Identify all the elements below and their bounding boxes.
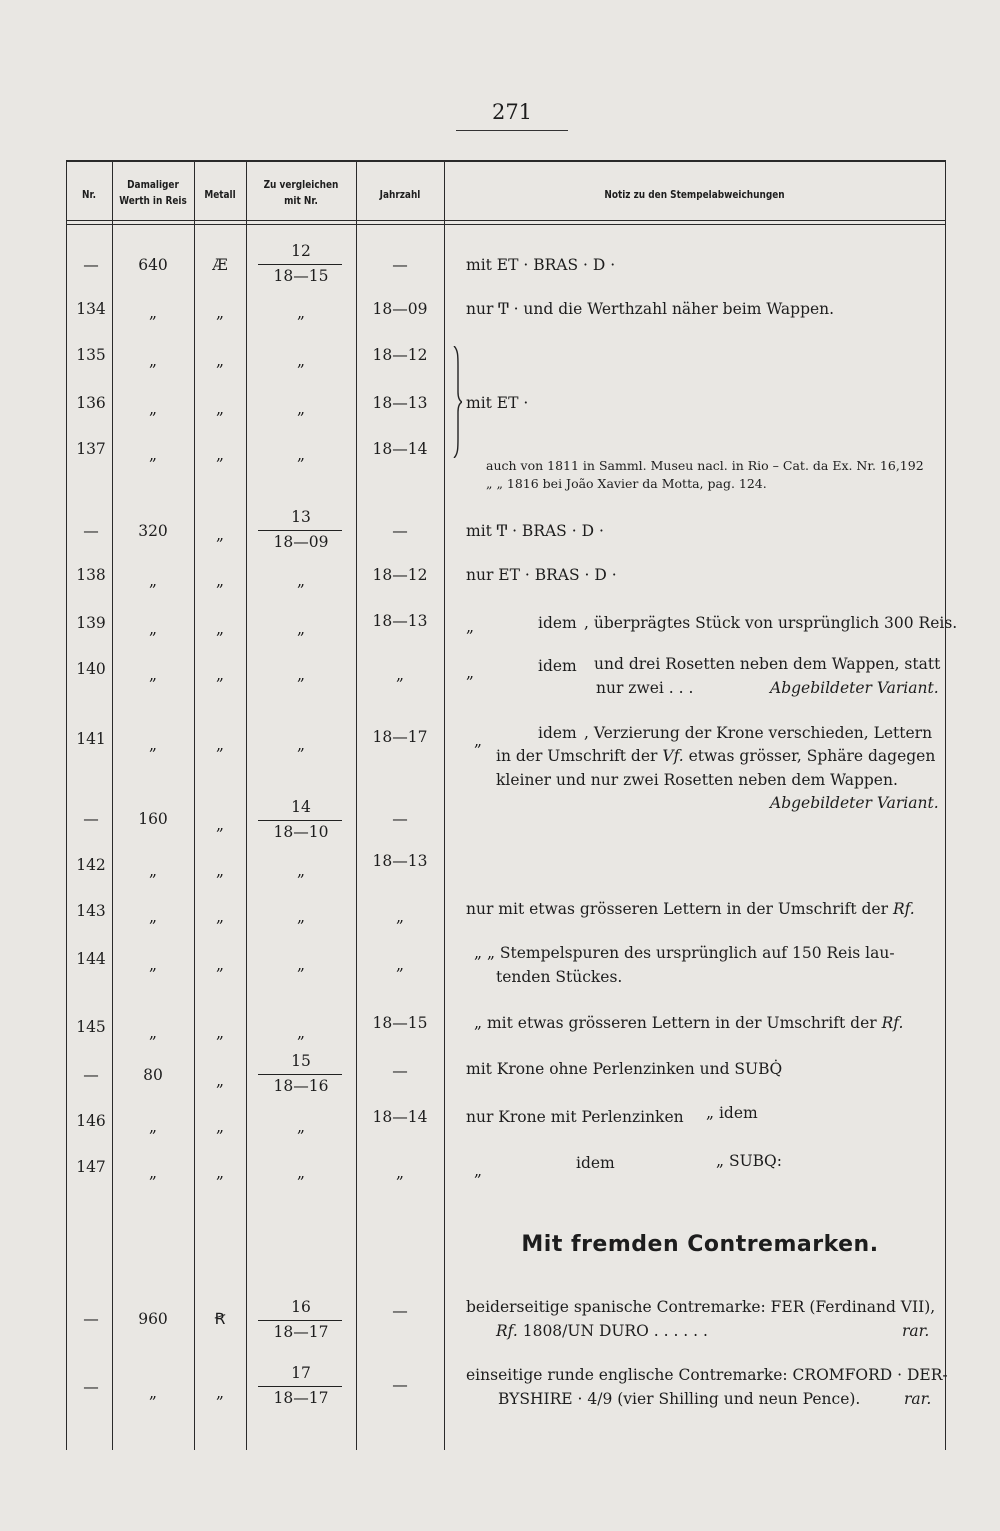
cell-jahr: 18—09 <box>372 300 428 318</box>
cell-metall: „ <box>215 400 225 418</box>
cell-jahr: 18—13 <box>372 852 428 870</box>
cell-notiz-line1: , Verzierung der Krone verschieden, Lettern <box>584 724 933 742</box>
cell-notiz-line2: BYSHIRE · 4/9 (vier Shilling und neun Pence). <box>498 1390 861 1408</box>
cell-metall: „ <box>215 736 225 754</box>
cell-jahr: — <box>392 522 408 540</box>
fraction-rule <box>258 820 342 821</box>
cell-werth: „ <box>148 956 158 974</box>
header-vergl-line1: Zu vergleichen <box>263 179 339 191</box>
cell-werth: „ <box>148 862 158 880</box>
cell-nr: 147 <box>76 1158 106 1176</box>
header-werth-line1: Damaliger <box>127 179 179 191</box>
cell-notiz-line1: auch von 1811 in Samml. Museu nacl. in Rio – Cat. da Ex. Nr. 16,192 <box>486 458 924 473</box>
cell-ditto: „ <box>474 1162 483 1180</box>
cell-cmp: „ <box>296 736 306 754</box>
cell-jahr: 18—13 <box>372 612 428 630</box>
cell-nr: 137 <box>76 440 106 458</box>
cell-jahr: — <box>392 1302 408 1320</box>
cell-notiz-line1: nur Krone mit Perlenzinken <box>466 1108 684 1126</box>
cell-metall: „ <box>215 862 225 880</box>
cell-jahr: „ <box>395 666 405 684</box>
cell-metall: „ <box>215 526 225 544</box>
cell-jahr: 18—14 <box>372 1108 428 1126</box>
cell-notiz-line2-b: etwas grösser, Sphäre dagegen <box>683 747 936 765</box>
cell-jahr: — <box>392 1376 408 1394</box>
cell-ditto: „ <box>466 618 475 636</box>
cell-metall: „ <box>215 304 225 322</box>
cell-nr: 145 <box>76 1018 106 1036</box>
cell-jahr: 18—15 <box>372 1014 428 1032</box>
fraction-rule <box>258 1386 342 1387</box>
cell-metall: „ <box>215 1118 225 1136</box>
cell-metall: „ <box>215 352 225 370</box>
header-werth-line2: Werth in Reis <box>119 195 187 207</box>
cell-idem: idem <box>538 614 577 632</box>
cell-idem: idem <box>538 724 577 742</box>
cell-notiz-variant: Abgebildeter Variant. <box>770 794 939 812</box>
page-number-rule <box>456 130 568 131</box>
cell-cmp: „ <box>296 400 306 418</box>
cell-nr: 136 <box>76 394 106 412</box>
cell-notiz-line2: „ idem <box>706 1104 758 1122</box>
cell-werth: 160 <box>138 810 168 828</box>
cell-jahr: „ <box>395 956 405 974</box>
cell-notiz-line1: „ „ Stempelspuren des ursprünglich auf 150 Reis lau- <box>474 944 895 962</box>
cell-ditto: „ <box>474 732 483 750</box>
cell-notiz-text: nur mit etwas grösseren Lettern in der Umschrift der <box>466 900 893 918</box>
cell-metall: „ <box>215 1072 225 1090</box>
cell-notiz-rf: Rf. <box>496 1322 518 1340</box>
cell-jahr: — <box>392 256 408 274</box>
cell-cmp-bottom: 18—10 <box>273 823 329 841</box>
cell-notiz: nur ET · BRAS · D · <box>466 566 617 584</box>
cell-cmp-top: 16 <box>291 1298 311 1316</box>
cell-notiz <box>466 900 915 918</box>
cell-werth: „ <box>148 400 158 418</box>
page-number: 271 <box>491 100 533 124</box>
cell-metall: Ꞧ <box>214 1310 226 1328</box>
cell-cmp: „ <box>296 908 306 926</box>
cell-jahr: — <box>392 1062 408 1080</box>
cell-cmp-bottom: 18—09 <box>273 533 329 551</box>
cell-nr: — <box>83 1310 99 1328</box>
cell-nr: 144 <box>76 950 106 968</box>
cell-notiz-line2 <box>496 747 935 765</box>
cell-werth: „ <box>148 1164 158 1182</box>
header-notiz: Notiz zu den Stempelabweichungen <box>604 189 785 201</box>
header-jahrzahl: Jahrzahl <box>379 189 421 201</box>
cell-ditto: „ <box>466 664 475 682</box>
cell-notiz: mit ET · BRAS · D · <box>466 256 616 274</box>
cell-werth: 640 <box>138 256 168 274</box>
cell-werth: 80 <box>143 1066 163 1084</box>
cell-cmp: „ <box>296 1118 306 1136</box>
cell-werth: 320 <box>138 522 168 540</box>
cell-metall: „ <box>215 908 225 926</box>
cell-cmp-top: 17 <box>291 1364 311 1382</box>
cell-nr: 134 <box>76 300 106 318</box>
cell-metall: „ <box>215 1164 225 1182</box>
cell-notiz-rar: rar. <box>902 1322 930 1340</box>
cell-nr: 141 <box>76 730 106 748</box>
cell-notiz-line1: beiderseitige spanische Contremarke: FER (Ferdinand VII), <box>466 1298 936 1316</box>
cell-cmp-bottom: 18—16 <box>273 1077 329 1095</box>
header-vergl-line2: mit Nr. <box>284 195 318 207</box>
cell-nr: 140 <box>76 660 106 678</box>
fraction-rule <box>258 1320 342 1321</box>
cell-metall: „ <box>215 1384 225 1402</box>
cell-notiz-rar: rar. <box>904 1390 932 1408</box>
cell-werth: „ <box>148 1024 158 1042</box>
cell-notiz: „ SUBQ: <box>716 1152 782 1170</box>
cell-cmp: „ <box>296 446 306 464</box>
cell-metall: „ <box>215 956 225 974</box>
cell-cmp-bottom: 18—17 <box>273 1323 329 1341</box>
cell-jahr: 18—13 <box>372 394 428 412</box>
cell-nr: 139 <box>76 614 106 632</box>
grouping-brace <box>452 346 462 458</box>
cell-nr: — <box>83 810 99 828</box>
header-nr: Nr. <box>82 189 96 201</box>
cell-cmp: „ <box>296 1024 306 1042</box>
fraction-rule <box>258 264 342 265</box>
cell-cmp-top: 15 <box>291 1052 311 1070</box>
cell-notiz-line2-a: in der Umschrift der <box>496 747 663 765</box>
cell-werth: „ <box>148 666 158 684</box>
cell-werth: „ <box>148 620 158 638</box>
cell-notiz-line2: „ „ 1816 bei João Xavier da Motta, pag. 124. <box>486 476 767 491</box>
cell-cmp-top: 12 <box>291 242 311 260</box>
cell-nr: 138 <box>76 566 106 584</box>
cell-notiz: mit ET · <box>466 394 529 412</box>
cell-notiz: nur Ͳ · und die Werthzahl näher beim Wappen. <box>466 300 835 318</box>
cell-notiz-line2 <box>496 1322 708 1340</box>
cell-metall: „ <box>215 620 225 638</box>
cell-metall: „ <box>215 666 225 684</box>
cell-werth: 960 <box>138 1310 168 1328</box>
cell-jahr: „ <box>395 1164 405 1182</box>
cell-cmp-bottom: 18—15 <box>273 267 329 285</box>
cell-notiz <box>474 1014 903 1032</box>
cell-cmp: „ <box>296 666 306 684</box>
cell-metall: „ <box>215 446 225 464</box>
cell-cmp: „ <box>296 352 306 370</box>
cell-cmp: „ <box>296 862 306 880</box>
cell-cmp: „ <box>296 304 306 322</box>
cell-notiz: mit Krone ohne Perlenzinken und SUBQ̇ <box>466 1060 783 1078</box>
cell-cmp-bottom: 18—17 <box>273 1389 329 1407</box>
cell-notiz-line3: kleiner und nur zwei Rosetten neben dem Wappen. <box>496 771 898 789</box>
cell-cmp: „ <box>296 572 306 590</box>
cell-jahr: 18—14 <box>372 440 428 458</box>
cell-werth: „ <box>148 1384 158 1402</box>
cell-notiz: , überprägtes Stück von ursprünglich 300 Reis. <box>584 614 958 632</box>
cell-metall: „ <box>215 572 225 590</box>
cell-jahr: „ <box>395 908 405 926</box>
cell-cmp: „ <box>296 956 306 974</box>
fraction-rule <box>258 530 342 531</box>
cell-jahr: — <box>392 810 408 828</box>
fraction-rule <box>258 1074 342 1075</box>
cell-notiz-line1: einseitige runde englische Contremarke: CROMFORD · DER- <box>466 1366 948 1384</box>
header-metall: Metall <box>204 189 236 201</box>
cell-notiz-text: 1808/UN DURO . . . . . . <box>517 1322 708 1340</box>
cell-idem: idem <box>576 1154 615 1172</box>
cell-cmp: „ <box>296 620 306 638</box>
cell-notiz-line1: und drei Rosetten neben dem Wappen, statt <box>594 655 941 673</box>
cell-werth: „ <box>148 352 158 370</box>
cell-werth: „ <box>148 736 158 754</box>
cell-jahr: 18—12 <box>372 346 428 364</box>
cell-notiz: mit Ͳ · BRAS · D · <box>466 522 604 540</box>
cell-metall: „ <box>215 816 225 834</box>
cell-metall: „ <box>215 1024 225 1042</box>
cell-nr: 146 <box>76 1112 106 1130</box>
cell-jahr: 18—17 <box>372 728 428 746</box>
cell-nr: 142 <box>76 856 106 874</box>
cell-nr: — <box>83 1066 99 1084</box>
cell-werth: „ <box>148 446 158 464</box>
cell-cmp: „ <box>296 1164 306 1182</box>
cell-notiz-rf: Rf. <box>881 1014 904 1032</box>
section-title: Mit fremden Contremarken. <box>521 1232 879 1257</box>
cell-notiz-line2: tenden Stückes. <box>496 968 623 986</box>
cell-cmp-top: 14 <box>291 798 311 816</box>
cell-cmp-top: 13 <box>291 508 311 526</box>
cell-jahr: 18—12 <box>372 566 428 584</box>
cell-werth: „ <box>148 1118 158 1136</box>
cell-werth: „ <box>148 572 158 590</box>
cell-notiz-line2: nur zwei . . . <box>596 679 694 697</box>
cell-werth: „ <box>148 908 158 926</box>
cell-nr: 135 <box>76 346 106 364</box>
cell-metall: Æ <box>212 256 228 274</box>
cell-werth: „ <box>148 304 158 322</box>
cell-nr: 143 <box>76 902 106 920</box>
cell-notiz-variant: Abgebildeter Variant. <box>770 679 939 697</box>
cell-notiz-rf: Rf. <box>892 900 915 918</box>
cell-notiz-line2-vf: Vf. <box>662 747 684 765</box>
cell-nr: — <box>83 1378 99 1396</box>
cell-idem: idem <box>538 657 577 675</box>
cell-nr: — <box>83 522 99 540</box>
cell-nr: — <box>83 256 99 274</box>
cell-notiz-text: „ mit etwas grösseren Lettern in der Umschrift der <box>474 1014 882 1032</box>
